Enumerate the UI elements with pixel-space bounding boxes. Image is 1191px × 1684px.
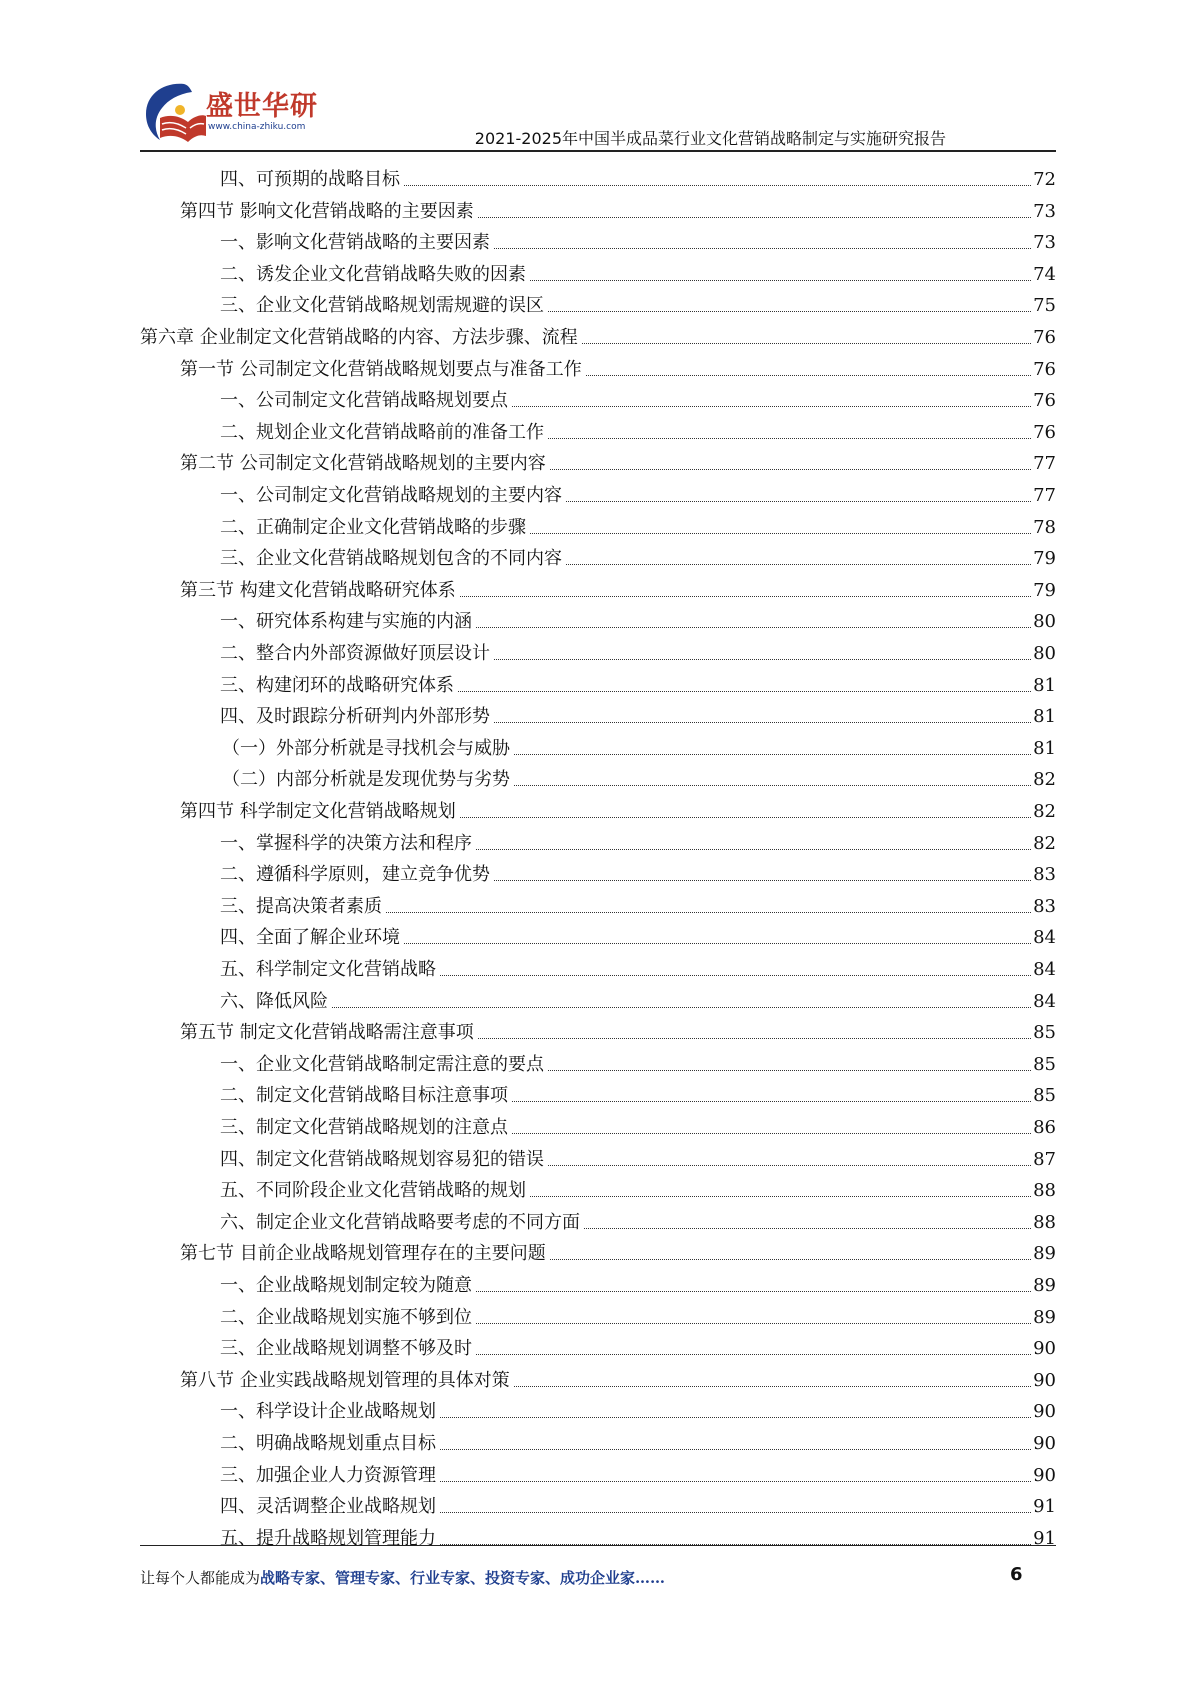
toc-entry-page: 87 [1033,1148,1056,1170]
toc-entry-title: 六、降低风险 [220,990,328,1012]
toc-entry-title: 五、科学制定文化营销战略 [220,959,436,980]
toc-entry-page: 76 [1033,390,1056,412]
toc-entry[interactable] [220,1045,1056,1076]
toc-entry-title: 五、不同阶段企业文化营销战略的规划 [220,1180,526,1202]
toc-dot-leader [458,691,1031,692]
toc-entry-page: 77 [1033,485,1056,506]
toc-entry[interactable] [220,255,1056,286]
toc-entry-title: 二、正确制定企业文化营销战略的步骤 [220,516,526,538]
toc-entry-title: 第八节 企业实践战略规划管理的具体对策 [180,1369,510,1391]
toc-entry[interactable] [140,318,1056,349]
toc-entry-page: 90 [1033,1338,1056,1360]
toc-dot-leader [566,501,1031,502]
toc-dot-leader [550,1259,1031,1260]
toc-entry-page: 91 [1033,1496,1056,1518]
toc-dot-leader [514,1386,1031,1387]
toc-entry-title: 一、影响文化营销战略的主要因素 [220,232,490,254]
toc-entry[interactable] [220,1266,1056,1297]
toc-entry-page: 77 [1033,453,1056,475]
toc-dot-leader [440,975,1031,976]
logo-url: www.china-zhiku.com [208,122,306,132]
toc-entry[interactable] [180,444,1056,475]
toc-entry-title: 第四节 科学制定文化营销战略规划 [180,801,456,822]
toc-entry-title: 四、及时跟踪分析研判内外部形势 [220,706,490,728]
toc-entry[interactable] [220,1424,1056,1455]
toc-entry-page: 76 [1033,358,1056,380]
toc-entry[interactable] [220,602,1056,633]
toc-entry-page: 91 [1033,1527,1056,1549]
toc-dot-leader [584,1228,1031,1229]
toc-entry[interactable] [180,571,1056,602]
toc-dot-leader [512,1133,1031,1134]
toc-entry-page: 85 [1033,1085,1056,1107]
toc-entry-page: 76 [1033,327,1056,348]
toc-entry-title: 第六章 企业制定文化营销战略的内容、方法步骤、流程 [140,327,578,348]
toc-dot-leader [512,1101,1031,1102]
toc-entry-title: 三、企业文化营销战略规划包含的不同内容 [220,548,562,570]
toc-entry-title: （二）内部分析就是发现优势与劣势 [222,769,510,791]
toc-dot-leader [476,1354,1031,1355]
toc-entry[interactable] [220,160,1056,191]
toc-entry[interactable] [220,855,1056,886]
toc-dot-leader [386,912,1031,913]
toc-entry-title: 一、企业文化营销战略制定需注意的要点 [220,1053,544,1075]
toc-entry[interactable] [220,223,1056,254]
toc-dot-leader [566,564,1031,565]
toc-entry-title: 第一节 公司制定文化营销战略规划要点与准备工作 [180,358,582,380]
toc-dot-leader [514,785,1031,786]
toc-dot-leader [512,406,1031,407]
toc-entry-title: 三、提高决策者素质 [220,895,382,917]
toc-entry[interactable] [220,413,1056,444]
toc-dot-leader [476,1291,1031,1292]
toc-entry-page: 88 [1033,1211,1056,1233]
toc-entry[interactable] [220,286,1056,317]
toc-dot-leader [494,722,1031,723]
toc-entry-title: 二、企业战略规划实施不够到位 [220,1306,472,1328]
toc-entry-page: 74 [1033,263,1056,285]
toc-entry[interactable] [180,1234,1056,1265]
toc-dot-leader [548,1070,1031,1071]
toc-entry[interactable] [220,1487,1056,1518]
toc-entry-title: 四、可预期的战略目标 [220,169,400,190]
toc-entry[interactable] [180,1361,1056,1392]
toc-dot-leader [494,248,1031,249]
toc-entry[interactable] [220,666,1056,697]
toc-dot-leader [440,1417,1031,1418]
toc-dot-leader [440,1449,1031,1450]
toc-entry-title: 六、制定企业文化营销战略要考虑的不同方面 [220,1211,580,1233]
toc-entry[interactable] [220,824,1056,855]
toc-entry-page: 81 [1033,706,1056,728]
toc-entry-title: 三、企业战略规划调整不够及时 [220,1338,472,1360]
book-swoosh-icon [140,80,208,146]
toc-dot-leader [530,533,1031,534]
toc-entry-title: 三、构建闭环的战略研究体系 [220,674,454,696]
toc-entry-title: 一、公司制定文化营销战略规划的主要内容 [220,485,562,506]
toc-entry-title: 一、科学设计企业战略规划 [220,1401,436,1423]
toc-dot-leader [494,880,1031,881]
toc-dot-leader [548,311,1031,312]
toc-entry-page: 90 [1033,1401,1056,1423]
toc-entry[interactable] [222,760,1056,791]
toc-entry-page: 73 [1033,232,1056,254]
toc-entry[interactable] [220,1140,1056,1171]
toc-entry[interactable] [220,1456,1056,1487]
toc-entry[interactable] [220,539,1056,570]
toc-entry-page: 79 [1033,548,1056,570]
toc-entry-page: 78 [1033,516,1056,538]
toc-entry[interactable] [220,697,1056,728]
toc-entry-page: 81 [1033,737,1056,759]
toc-entry-page: 89 [1033,1275,1056,1296]
toc-entry-title: 三、加强企业人力资源管理 [220,1464,436,1486]
toc-entry-title: 第七节 目前企业战略规划管理存在的主要问题 [180,1243,546,1265]
toc-entry-page: 81 [1033,674,1056,696]
toc-entry-title: 第三节 构建文化营销战略研究体系 [180,579,456,601]
toc-dot-leader [460,817,1031,818]
toc-entry-page: 86 [1033,1117,1056,1138]
toc-dot-leader [440,1512,1031,1513]
toc-entry-page: 82 [1033,769,1056,791]
footer-slogan [140,1567,665,1588]
toc-entry[interactable] [220,381,1056,412]
toc-entry[interactable] [220,476,1056,507]
toc-entry-page: 75 [1033,295,1056,317]
toc-entry[interactable] [180,350,1056,381]
footer-slogan-highlight: 战略专家、管理专家、行业专家、投资专家、成功企业家…… [260,1569,666,1587]
toc-entry-title: 五、提升战略规划管理能力 [220,1527,436,1549]
toc-entry-page: 89 [1033,1306,1056,1328]
toc-dot-leader [586,375,1031,376]
toc-entry[interactable] [180,1013,1056,1044]
header-divider [140,150,1056,152]
toc-entry-page: 80 [1033,643,1056,664]
toc-entry[interactable] [220,1329,1056,1360]
toc-entry[interactable] [220,950,1056,981]
toc-entry-title: 四、制定文化营销战略规划容易犯的错误 [220,1148,544,1170]
toc-entry-title: 二、整合内外部资源做好顶层设计 [220,643,490,664]
toc-entry[interactable] [220,1076,1056,1107]
toc-entry[interactable] [220,982,1056,1013]
toc-entry-title: 二、遵循科学原则，建立竞争优势 [220,864,490,886]
company-logo [140,80,318,150]
toc-dot-leader [460,596,1031,597]
toc-dot-leader [582,343,1031,344]
toc-dot-leader [514,754,1031,755]
toc-entry-title: 一、研究体系构建与实施的内涵 [220,611,472,633]
toc-entry[interactable] [180,192,1056,223]
toc-entry-title: 三、企业文化营销战略规划需规避的误区 [220,295,544,317]
toc-entry-title: 四、灵活调整企业战略规划 [220,1496,436,1518]
page-number: 6 [1010,1564,1023,1585]
toc-entry-page: 82 [1033,832,1056,854]
toc-entry-page: 84 [1033,927,1056,949]
toc-entry[interactable] [220,887,1056,918]
toc-dot-leader [476,627,1031,628]
toc-entry-title: 二、诱发企业文化营销战略失败的因素 [220,263,526,285]
toc-entry[interactable] [220,1108,1056,1139]
toc-entry-page: 83 [1033,864,1056,886]
toc-entry[interactable] [222,729,1056,760]
toc-entry-title: 二、明确战略规划重点目标 [220,1433,436,1454]
toc-entry[interactable] [220,1298,1056,1329]
toc-entry-title: 三、制定文化营销战略规划的注意点 [220,1117,508,1138]
toc-entry-page: 85 [1033,1053,1056,1075]
toc-entry[interactable] [220,918,1056,949]
toc-dot-leader [548,1165,1031,1166]
toc-entry-page: 90 [1033,1433,1056,1454]
toc-entry-title: 第二节 公司制定文化营销战略规划的主要内容 [180,453,546,475]
toc-entry[interactable] [220,1203,1056,1234]
toc-entry-title: 第四节 影响文化营销战略的主要因素 [180,200,474,222]
toc-dot-leader [332,1007,1031,1008]
toc-entry-page: 80 [1033,611,1056,633]
toc-entry-title: 第五节 制定文化营销战略需注意事项 [180,1022,474,1044]
toc-entry-page: 88 [1033,1180,1056,1202]
toc-dot-leader [404,943,1031,944]
toc-entry-page: 76 [1033,421,1056,443]
toc-entry-page: 73 [1033,200,1056,222]
toc-entry-title: 一、公司制定文化营销战略规划要点 [220,390,508,412]
toc-entry-page: 90 [1033,1369,1056,1391]
toc-entry-page: 84 [1033,990,1056,1012]
toc-entry[interactable] [180,792,1056,823]
toc-entry[interactable] [220,1171,1056,1202]
toc-entry-title: 二、制定文化营销战略目标注意事项 [220,1085,508,1107]
toc-entry-page: 84 [1033,959,1056,980]
toc-entry[interactable] [220,634,1056,665]
toc-dot-leader [548,438,1031,439]
toc-entry-title: 一、企业战略规划制定较为随意 [220,1275,472,1296]
toc-entry-page: 72 [1033,169,1056,190]
toc-dot-leader [440,1481,1031,1482]
toc-entry[interactable] [220,508,1056,539]
page-header [0,0,1191,152]
toc-entry[interactable] [220,1392,1056,1423]
footer-divider [140,1545,1056,1546]
toc-entry-title: （一）外部分析就是寻找机会与威胁 [222,737,510,759]
toc-dot-leader [550,469,1031,470]
toc-dot-leader [478,217,1031,218]
toc-dot-leader [530,280,1031,281]
logo-text: 盛世华研 [206,91,318,122]
toc-entry-page: 83 [1033,895,1056,917]
footer-slogan-lead: 让每个人都能成为 [140,1569,261,1587]
toc-dot-leader [476,849,1031,850]
toc-entry-page: 90 [1033,1464,1056,1486]
toc-dot-leader [494,659,1031,660]
toc-entry-page: 89 [1033,1243,1056,1265]
toc-entry-title: 一、掌握科学的决策方法和程序 [220,832,472,854]
report-title: 2021-2025年中国半成品菜行业文化营销战略制定与实施研究报告 [474,129,946,148]
toc-entry-title: 四、全面了解企业环境 [220,927,400,949]
toc-dot-leader [478,1038,1031,1039]
toc-dot-leader [476,1323,1031,1324]
toc-entry-page: 79 [1033,579,1056,601]
toc-dot-leader [404,185,1031,186]
toc-dot-leader [530,1196,1031,1197]
toc-entry-title: 二、规划企业文化营销战略前的准备工作 [220,421,544,443]
toc-entry-page: 85 [1033,1022,1056,1044]
toc-entry-page: 82 [1033,801,1056,822]
